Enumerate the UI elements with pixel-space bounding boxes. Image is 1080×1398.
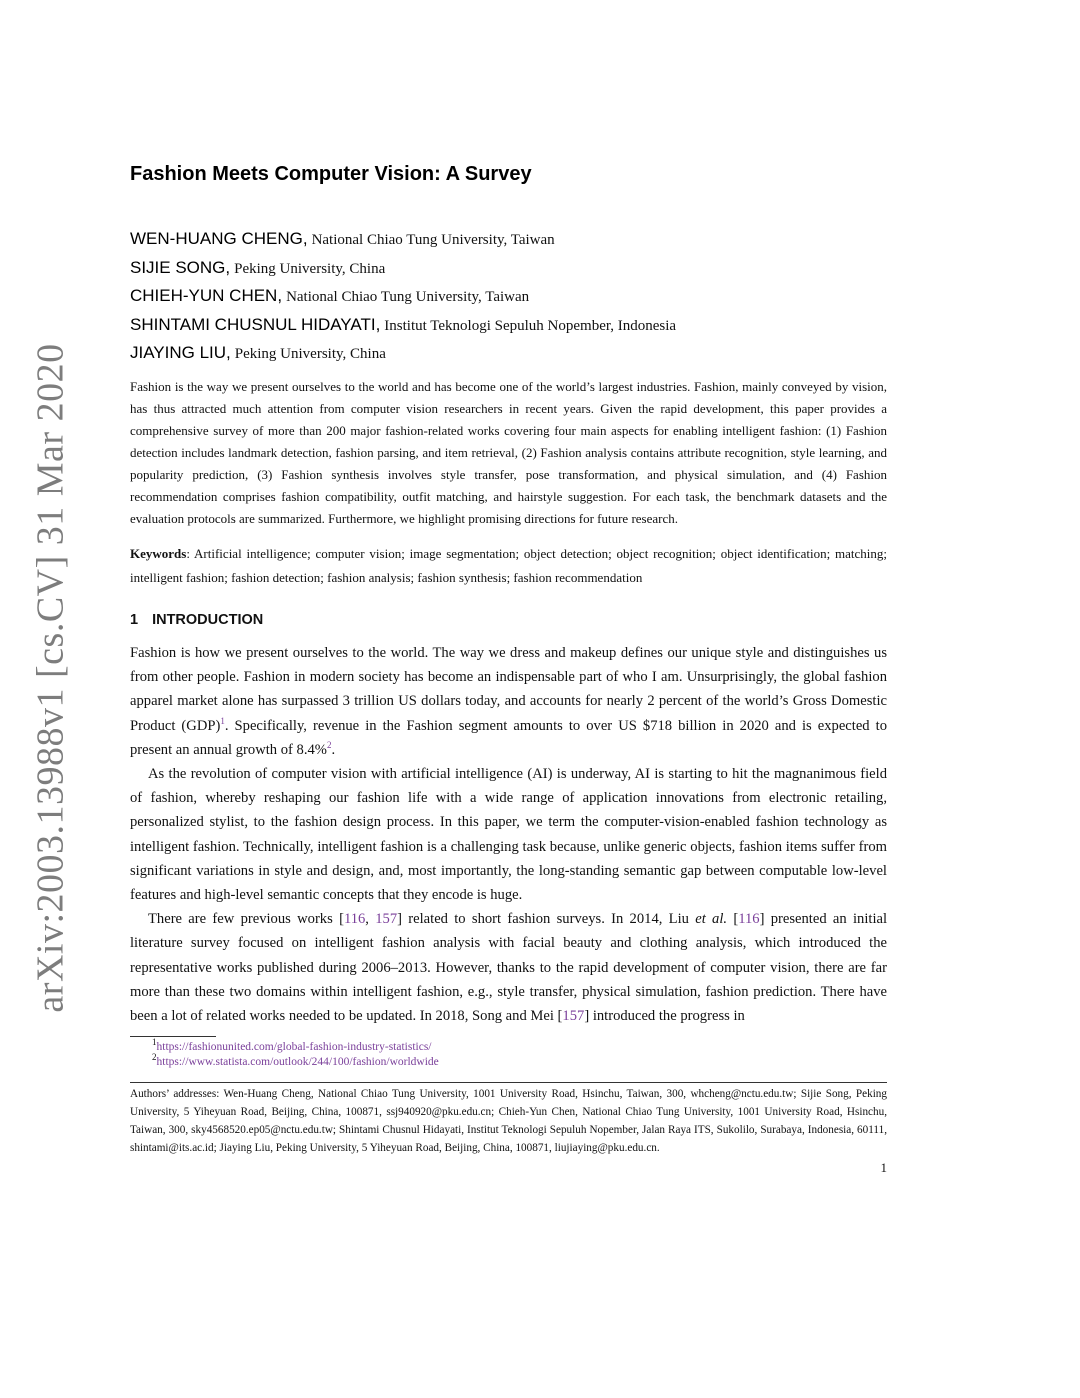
arxiv-identifier-sidebar — [26, 342, 76, 1013]
section-heading — [130, 612, 263, 628]
author-name: JIAYING LIU, — [130, 343, 231, 362]
author-list — [130, 225, 887, 368]
intro-text: . Specifically, revenue in the Fashion segment amounts to over US $718 billion in 2020 and is expected to present an annual growth of 8.4% — [130, 717, 887, 758]
author-name: SIJIE SONG, — [130, 257, 231, 277]
intro-text: [ — [727, 911, 739, 928]
footnote — [152, 1052, 439, 1070]
intro-text: Fashion is how we present ourselves to the world. The way we dress and makeup defines our unique style and distinguishes us from other people. Fashion in modern society has become an indispensable part of who I am. Unsurprisingly, the global fashion apparel market alone has surpassed 3 trillion US dollars today, and accounts for nearly 2 percent of the world’s Gross Domestic Product (GDP) — [130, 645, 887, 734]
author-name: WEN-HUANG CHENG, — [130, 229, 308, 248]
keywords — [130, 542, 887, 590]
citation-link[interactable]: 116 — [738, 911, 760, 928]
author-affiliation: Institut Teknologi Sepuluh Nopember, Indonesia — [384, 317, 677, 334]
footnotes — [152, 1037, 439, 1070]
et-al: et al. — [695, 911, 728, 928]
author-affiliation: Peking University, China — [234, 346, 386, 362]
author-affiliation: National Chiao Tung University, Taiwan — [286, 289, 530, 305]
abstract: Fashion is the way we present ourselves to the world and has become one of the world’s largest industries. Fashion, mainly conveyed by vision, has thus attracted much attention from computer vision researchers in recent years. Given the rapid development, this paper provides a comprehensive survey of more than 200 major fashion-related works covering four main aspects for enabling intelligent fashion: (1) Fashion detection includes landmark detection, fashion parsing, and item retrieval, (2) Fashion analysis contains attribute recognition, style learning, and popularity prediction, (3) Fashion synthesis involves style transfer, pose transformation, and physical simulation, and (4) Fashion recommendation comprises fashion compatibility, outfit matching, and hairstyle suggestion. For each task, the benchmark datasets and the evaluation protocols are summarized. Furthermore, we highlight promising directions for future research. — [130, 379, 887, 526]
intro-text: , — [365, 911, 376, 928]
footnote-mark: 2 — [152, 1052, 157, 1063]
author-entry — [130, 339, 887, 368]
author-name: SHINTAMI CHUSNUL HIDAYATI, — [130, 314, 381, 334]
footnote-link[interactable]: https://fashionunited.com/global-fashion-industry-statistics/ — [156, 1041, 432, 1053]
intro-paragraph — [130, 907, 887, 1028]
footnote-ref-2[interactable]: 2 — [326, 739, 332, 750]
page-number: 1 — [880, 1160, 887, 1175]
intro-text: . — [331, 741, 336, 758]
author-name: CHIEH-YUN CHEN, — [130, 286, 283, 305]
intro-paragraph — [130, 641, 887, 762]
intro-paragraph: As the revolution of computer vision with artificial intelligence (AI) is underway, AI is starting to hit the magnanimous field of fashion, whereby reshaping our fashion life with a wide range of application innovations from electronic retailing, personalized stylist, to the fashion design process. In this paper, we term the computer-vision-enabled fashion technology as intelligent fashion. Technically, intelligent fashion is a challenging task because, unlike generic objects, fashion items suffer from significant variations in style and design, and, most importantly, the long-standing semantic gap between computable low-level features and high-level semantic concepts that they encode is huge. — [130, 766, 887, 904]
citation-link[interactable]: 157 — [562, 1008, 585, 1025]
section-title: INTRODUCTION — [152, 612, 264, 628]
footnote-link[interactable]: https://www.statista.com/outlook/244/100/fashion/worldwide — [156, 1056, 439, 1068]
author-entry — [130, 254, 887, 283]
citation-link[interactable]: 116 — [343, 911, 366, 928]
section-number: 1 — [130, 612, 139, 628]
keywords-label: Keywords — [130, 546, 187, 561]
arxiv-identifier-text: arXiv:2003.13988v1 [cs.CV] 31 Mar 2020 — [30, 342, 73, 1013]
footnote-ref-1[interactable]: 1 — [220, 715, 225, 726]
addresses-divider — [130, 1082, 887, 1083]
intro-text: There are few previous works [ — [148, 911, 344, 928]
author-entry — [130, 282, 887, 311]
citation-link[interactable]: 157 — [375, 911, 398, 928]
footnote — [152, 1037, 439, 1055]
footnote-divider — [130, 1036, 216, 1037]
footnote-mark: 1 — [152, 1037, 157, 1048]
introduction-body — [130, 641, 887, 1028]
keywords-text: : Artificial intelligence; computer vision; image segmentation; object detection; object recognition; object identification; matching; intelligent fashion; fashion detection; fashion analysis; fashion synthesis; fashion recommendation — [130, 546, 887, 585]
authors-addresses: Authors’ addresses: Wen-Huang Cheng, National Chiao Tung University, 1001 University Road, Hsinchu, Taiwan, 300, whcheng@nctu.edu.tw; Sijie Song, Peking University, 5 Yiheyuan Road, Beijing, China, 100871, ssj940920@pku.edu.cn; Chieh-Yun Chen, National Chiao Tung University, 1001 University Road, Hsinchu, Taiwan, 300, sky4568520.ep05@nctu.edu.tw; Shintami Chusnul Hidayati, Institut Teknologi Sepuluh Nopember, Jalan Raya ITS, Sukolilo, Surabaya, Indonesia, 60111, shintami@its.ac.id; Jiaying Liu, Peking University, 5 Yiheyuan Road, Beijing, China, 100871, liujiaying@pku.edu.cn. — [130, 1088, 887, 1154]
author-entry — [130, 311, 887, 340]
author-affiliation: National Chiao Tung University, Taiwan — [311, 232, 555, 248]
intro-text: ] presented an initial literature survey focused on intelligent fashion analysis with facial beauty and clothing analysis, which introduced the representative works published during 2006–2013. However, thanks to the rapid development of computer vision, there are far more than these two domains within intelligent fashion, e.g., style transfer, physical simulation, fashion prediction. There have been a lot of related works needed to be updated. In 2018, Song and Mei [ — [130, 911, 888, 1025]
author-entry — [130, 225, 887, 254]
intro-text: ] related to short fashion surveys. In 2014, Liu — [397, 911, 696, 928]
intro-text: ] introduced the progress in — [584, 1008, 745, 1025]
author-affiliation: Peking University, China — [234, 260, 386, 277]
paper-title: Fashion Meets Computer Vision: A Survey — [130, 163, 532, 185]
